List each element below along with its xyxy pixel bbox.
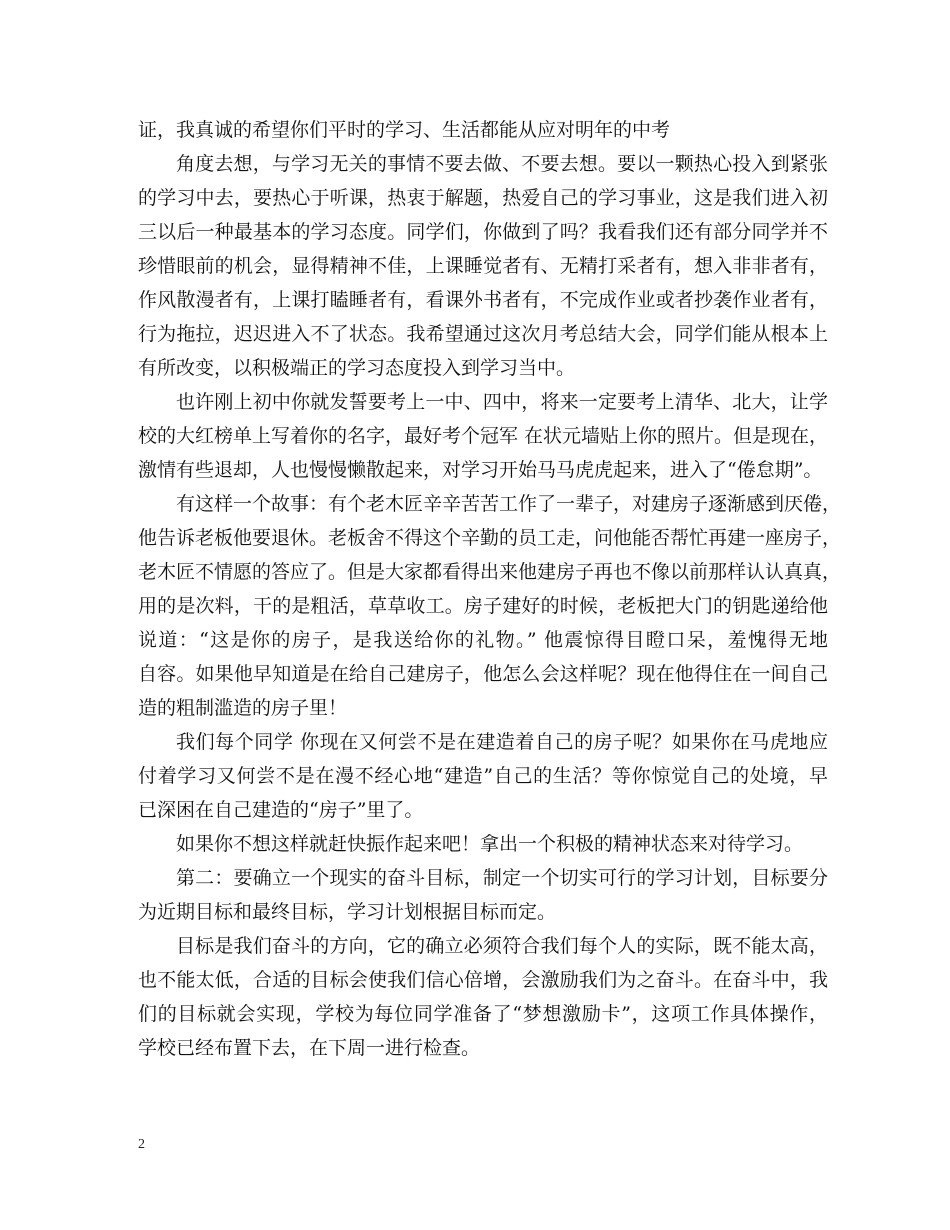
text-line: 老木匠不情愿的答应了。但是大家都看得出来他建房子再也不像以前那样认认真真， — [138, 561, 842, 583]
paragraph — [138, 929, 828, 1065]
text-line: 也许刚上初中你就发誓要考上一中、四中，将来一定要考上清华、北大，让学 — [176, 391, 828, 413]
text-line: 自容。如果他早知道是在给自己建房子，他怎么会这样呢？现在他得住在一间自己 — [138, 663, 828, 685]
text-line: 珍惜眼前的机会，显得精神不佳，上课睡觉者有、无精打采者有，想入非非者有， — [138, 255, 828, 277]
text-line: 付着学习又何尝不是在漫不经心地“建造”自己的生活？等你惊觉自己的处境，早 — [138, 765, 828, 787]
text-line: 校的大红榜单上写着你的名字，最好考个冠军 在状元墙贴上你的照片。但是现在， — [138, 425, 829, 447]
text-line: 我们每个同学 你现在又何尝不是在建造着自己的房子呢？如果你在马虎地应 — [176, 731, 828, 753]
text-line: 激情有些退却，人也慢慢懒散起来，对学习开始马马虎虎起来，进入了“倦怠期”。 — [138, 459, 823, 481]
document-body — [138, 113, 842, 1065]
paragraph — [138, 147, 828, 385]
page-number: 2 — [138, 1137, 145, 1152]
text-line: 学校已经布置下去，在下周一进行检查。 — [138, 1037, 481, 1059]
text-line: 作风散漫者有，上课打瞌睡者有，看课外书者有，不完成作业或者抄袭作业者有， — [138, 289, 828, 311]
text-line: 的学习中去，要热心于听课，热衷于解题，热爱自己的学习事业，这是我们进入初 — [138, 187, 828, 209]
text-line: 也不能太低，合适的目标会使我们信心倍增，会激励我们为之奋斗。在奋斗中，我 — [138, 969, 828, 991]
text-line: 他告诉老板他要退休。老板舍不得这个辛勤的员工走，问他能否帮忙再建一座房子， — [138, 527, 842, 549]
text-line: 目标是我们奋斗的方向，它的确立必须符合我们每个人的实际，既不能太高， — [176, 935, 828, 957]
text-line: 已深困在自己建造的“房子”里了。 — [138, 799, 424, 821]
paragraph — [138, 725, 828, 827]
paragraph — [138, 113, 828, 147]
text-line: 三以后一种最基本的学习态度。同学们，你做到了吗？我看我们还有部分同学并不 — [138, 221, 828, 243]
text-line: 用的是次料，干的是粗活，草草收工。房子建好的时候，老板把大门的钥匙递给他 — [138, 595, 828, 617]
text-line: 造的粗制滥造的房子里！ — [138, 697, 348, 719]
paragraph — [138, 487, 842, 725]
text-line: 角度去想，与学习无关的事情不要去做、不要去想。要以一颗热心投入到紧张 — [176, 153, 828, 175]
paragraph — [138, 385, 828, 487]
paragraph — [138, 827, 828, 861]
text-line: 有所改变，以积极端正的学习态度投入到学习当中。 — [138, 357, 576, 379]
text-line: 有这样一个故事：有个老木匠辛辛苦苦工作了一辈子，对建房子逐渐感到厌倦， — [176, 493, 842, 515]
text-line: 为近期目标和最终目标，学习计划根据目标而定。 — [138, 901, 557, 923]
text-line: 如果你不想这样就赶快振作起来吧！拿出一个积极的精神状态来对待学习。 — [176, 833, 804, 855]
text-line: 第二：要确立一个现实的奋斗目标，制定一个切实可行的学习计划，目标要分 — [176, 867, 828, 889]
text-line: 们的目标就会实现，学校为每位同学准备了“梦想激励卡”，这项工作具体操作， — [138, 1003, 828, 1025]
text-line: 证，我真诚的希望你们平时的学习、生活都能从应对明年的中考 — [138, 119, 671, 141]
paragraph — [138, 861, 828, 929]
text-line: 说道：“这是你的房子，是我送给你的礼物。” 他震惊得目瞪口呆，羞愧得无地 — [138, 629, 828, 651]
text-line: 行为拖拉，迟迟进入不了状态。我希望通过这次月考总结大会，同学们能从根本上 — [138, 323, 828, 345]
